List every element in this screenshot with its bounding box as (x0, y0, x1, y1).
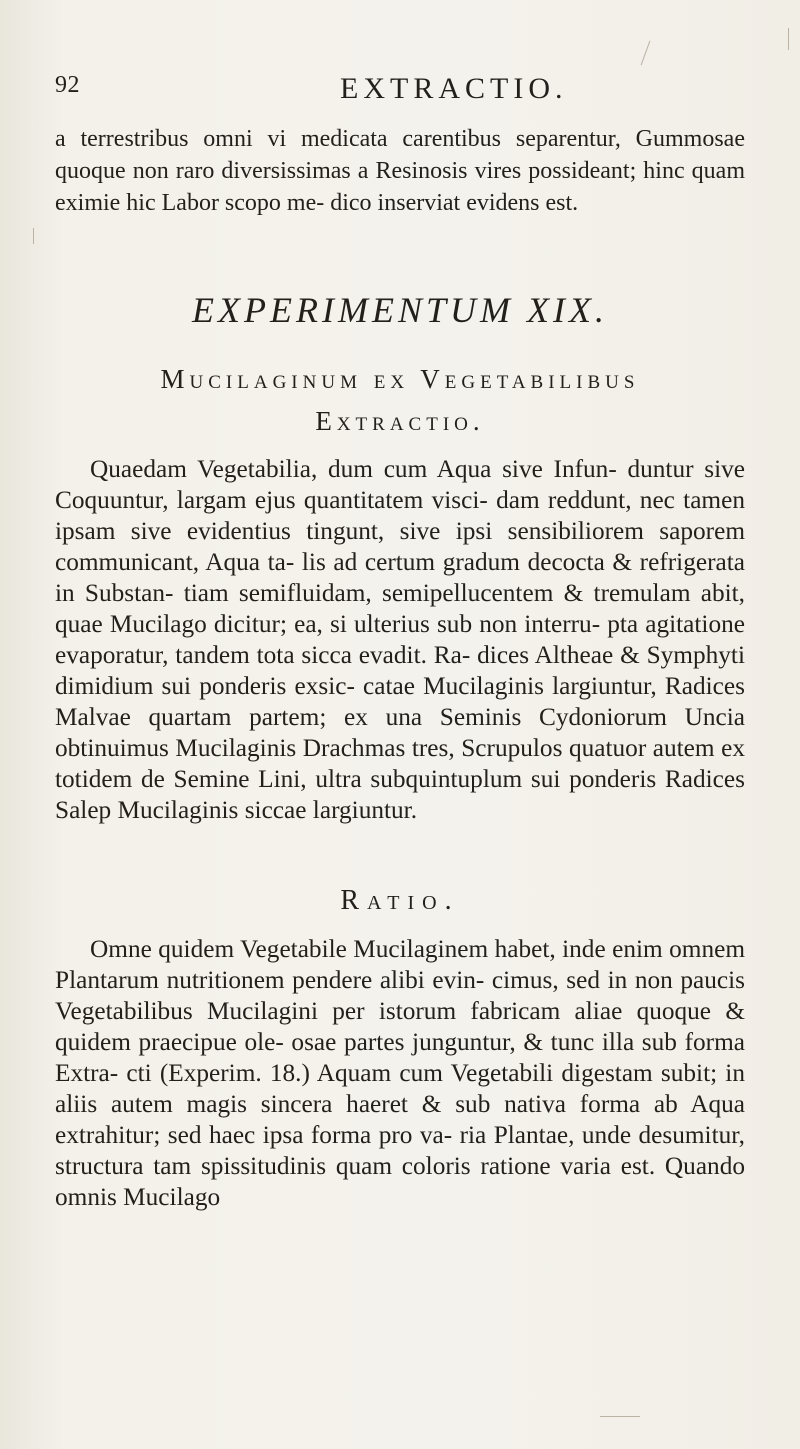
ratio-heading: Ratio. (340, 885, 460, 916)
page-number: 92 (55, 72, 80, 98)
running-title: EXTRACTIO. (340, 72, 568, 105)
margin-pencil-mark (641, 41, 651, 66)
experiment-subtitle-line2: Extractio. (315, 406, 485, 436)
ratio-body: Omne quidem Vegetabile Mucilaginem habet, inde enim omnem Plantarum nutritionem pendere alibi evin- cimus, sed in non paucis Vegetabilibus Mucilagini per istorum fabricam aliae quoque & quidem praecipue ole- osae partes junguntur, & tunc illa sub forma Extra- cti (Experim. 18.) Aquam cum Vegetabili digestam subit; in aliis autem magis sincera haeret & sub nativa forma ab Aqua extrahitur; sed haec ipsa forma pro va- ria Plantae, unde desumitur, structura tam spissitudinis quam coloris ratione varia est. Quando omnis Mucilago (55, 935, 745, 1211)
experiment-body: Quaedam Vegetabilia, dum cum Aqua sive Infun- duntur sive Coquuntur, largam ejus quantitatem visci- dam reddunt, nec tamen ipsam sive evidentius tingunt, sive ipsi sensibiliorem saporem communicant, Aqua ta- lis ad certum gradum decocta & refrigerata in Substan- tiam semifluidam, semipellucentem & tremulam abit, quae Mucilago dicitur; ea, si ulterius sub non interru- pta agitatione evaporatur, tandem tota sicca evadit. Ra- dices Altheae & Symphyti dimidium sui ponderis exsic- catae Mucilaginis largiuntur, Radices Malvae quartam partem; ex una Seminis Cydoniorum Uncia obtinuimus Mucilaginis Drachmas tres, Scrupulos quatuor autem ex totidem de Semine Lini, ultra subquintuplum sui ponderis Radices Salep Mucilaginis siccae largiuntur. (55, 455, 745, 824)
experiment-subtitle-line1: Mucilaginum ex Vegetabilibus (160, 364, 640, 394)
running-head (55, 72, 745, 112)
margin-pencil-mark (788, 28, 789, 50)
margin-pencil-mark (600, 1416, 640, 1417)
experiment-heading: EXPERIMENTUM XIX. (192, 290, 608, 330)
margin-pencil-mark (33, 228, 34, 244)
continuation-paragraph: a terrestribus omni vi medicata carentibus separentur, Gummosae quoque non raro diversissimas a Resinosis vires possideant; hinc quam eximie hic Labor scopo me- dico inserviat evidens est. (55, 126, 745, 216)
